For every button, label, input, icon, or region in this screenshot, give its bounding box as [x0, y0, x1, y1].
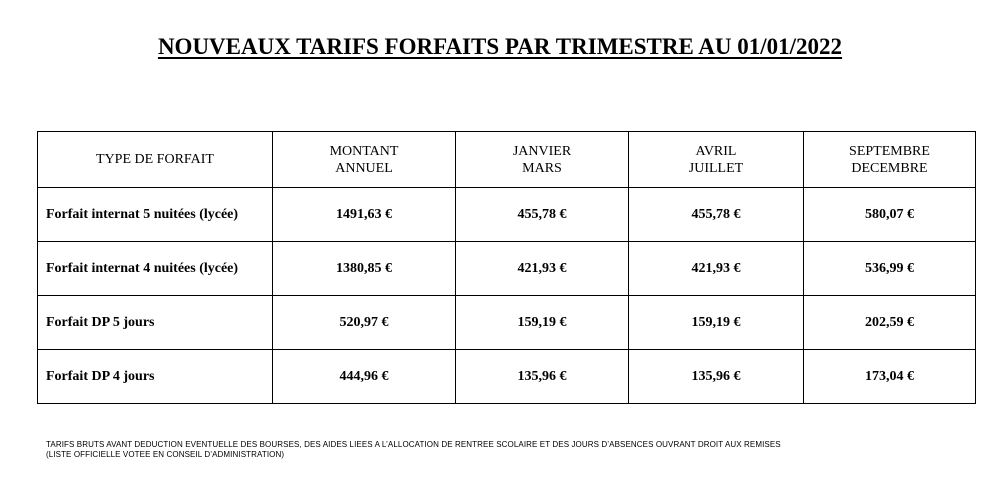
table-row	[38, 350, 976, 404]
row-jan-mars-cell: 455,78 €	[456, 188, 629, 242]
row-type-cell: Forfait DP 5 jours	[38, 296, 273, 350]
footnote-line-1: TARIFS BRUTS AVANT DEDUCTION EVENTUELLE DES BOURSES, DES AIDES LIEES A L’ALLOCATION DE RENTREE SCOLAIRE ET DES JOURS D’ABSENCES OUVRANT DROIT AUX REMISES	[46, 440, 781, 449]
footnote	[46, 440, 986, 460]
table-row	[38, 188, 976, 242]
header-avril-juillet-line2: JUILLET	[688, 160, 744, 176]
row-avr-juil-cell: 421,93 €	[629, 242, 804, 296]
row-annuel-cell: 1380,85 €	[273, 242, 456, 296]
row-type-cell: Forfait internat 4 nuitées (lycée)	[38, 242, 273, 296]
table-row	[38, 296, 976, 350]
header-avril-juillet	[629, 132, 804, 188]
header-type-forfait-label: TYPE DE FORFAIT	[96, 152, 214, 167]
header-avril-juillet-line1: AVRIL	[695, 143, 737, 159]
header-janvier-mars-line1: JANVIER	[512, 143, 572, 159]
header-janvier-mars	[456, 132, 629, 188]
row-avr-juil-cell: 135,96 €	[629, 350, 804, 404]
footnote-line-2: (LISTE OFFICIELLE VOTEE EN CONSEIL D’ADMINISTRATION)	[46, 450, 285, 459]
header-montant-annuel	[273, 132, 456, 188]
row-jan-mars-cell: 135,96 €	[456, 350, 629, 404]
row-type-cell: Forfait DP 4 jours	[38, 350, 273, 404]
tarifs-table	[37, 131, 976, 404]
table-header-row	[38, 132, 976, 188]
page-title	[0, 34, 1000, 60]
header-septembre-decembre-line1: SEPTEMBRE	[849, 143, 930, 159]
row-jan-mars-cell: 421,93 €	[456, 242, 629, 296]
row-avr-juil-cell: 159,19 €	[629, 296, 804, 350]
header-janvier-mars-line2: MARS	[522, 160, 562, 176]
row-sept-dec-cell: 536,99 €	[804, 242, 976, 296]
row-avr-juil-cell: 455,78 €	[629, 188, 804, 242]
table-row	[38, 242, 976, 296]
header-montant-annuel-line2: ANNUEL	[335, 160, 393, 176]
header-montant-annuel-line1: MONTANT	[329, 143, 399, 159]
row-annuel-cell: 1491,63 €	[273, 188, 456, 242]
page-title-text: NOUVEAUX TARIFS FORFAITS PAR TRIMESTRE AU 01/01/2022	[157, 34, 843, 59]
row-type-cell: Forfait internat 5 nuitées (lycée)	[38, 188, 273, 242]
row-sept-dec-cell: 580,07 €	[804, 188, 976, 242]
row-annuel-cell: 520,97 €	[273, 296, 456, 350]
row-sept-dec-cell: 173,04 €	[804, 350, 976, 404]
header-type-forfait	[38, 132, 273, 188]
header-septembre-decembre	[804, 132, 976, 188]
row-annuel-cell: 444,96 €	[273, 350, 456, 404]
row-sept-dec-cell: 202,59 €	[804, 296, 976, 350]
row-jan-mars-cell: 159,19 €	[456, 296, 629, 350]
header-septembre-decembre-line2: DECEMBRE	[851, 160, 928, 176]
